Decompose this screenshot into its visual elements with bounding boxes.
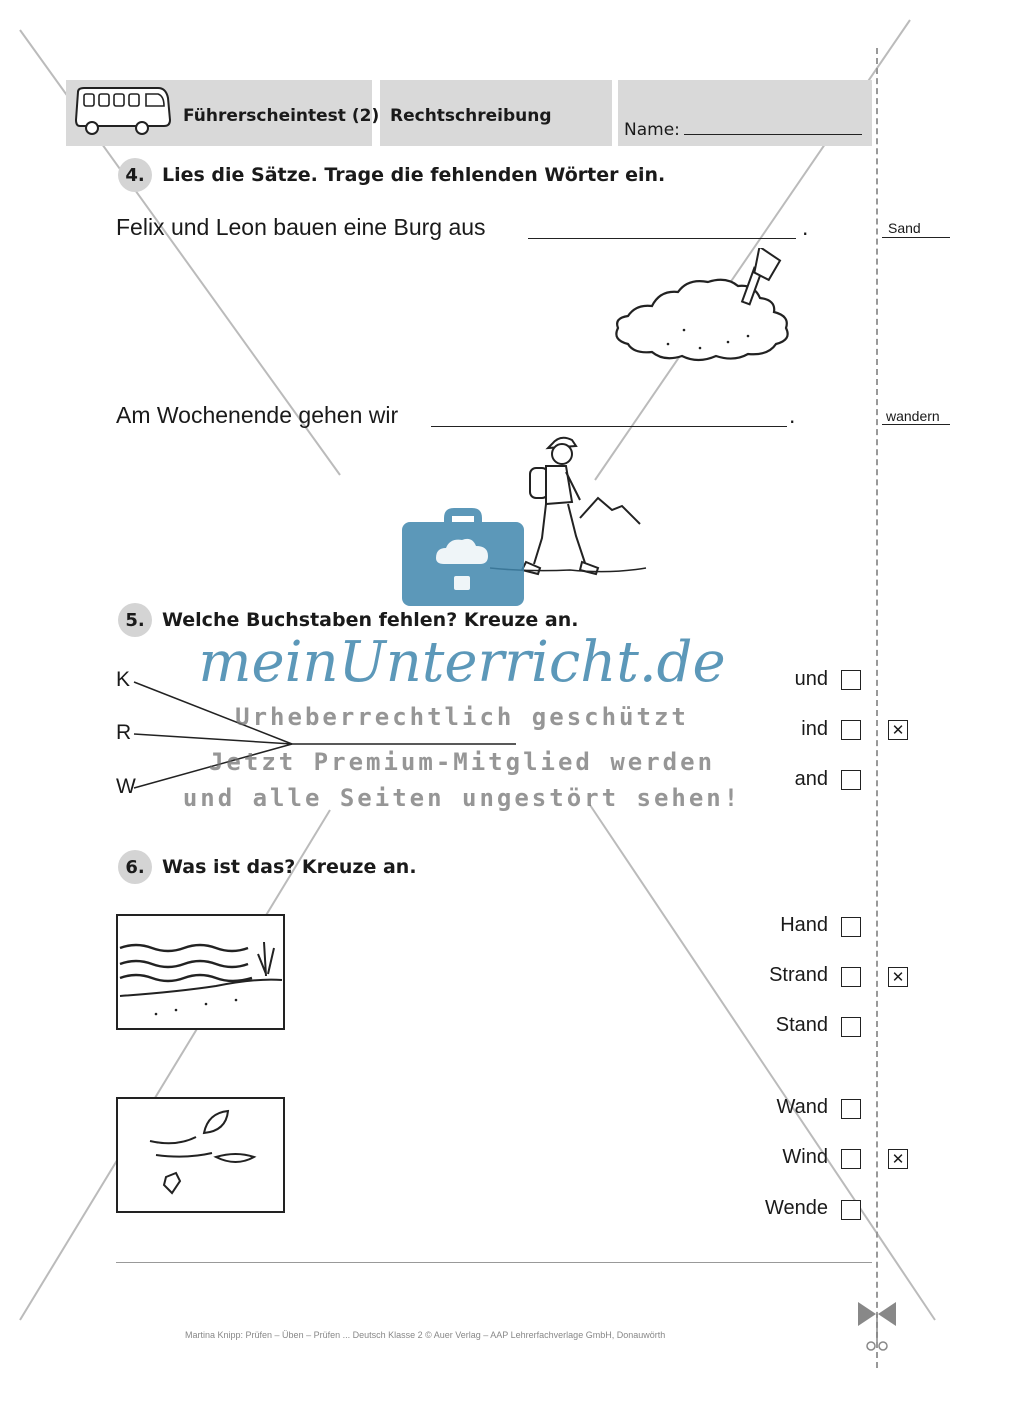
task6-checkbox-wind[interactable] xyxy=(841,1149,861,1169)
task5-option-und: und xyxy=(794,668,828,690)
task4-sentence1: Felix und Leon bauen eine Burg aus xyxy=(116,214,486,240)
wind-picture xyxy=(116,1097,286,1213)
task4-answer2-line xyxy=(882,424,950,425)
task6-solution-wind: ✕ xyxy=(888,1149,908,1169)
task4-answer1-line xyxy=(882,237,950,238)
name-field[interactable] xyxy=(684,134,862,135)
task6-option-stand: Stand xyxy=(775,1014,828,1036)
task5-number: 5. xyxy=(118,603,152,637)
task5-letter-k: K xyxy=(116,668,131,691)
task4-sentence2-end: . xyxy=(789,402,796,428)
task6-option-wende: Wende xyxy=(764,1197,828,1219)
task5-instruction: Welche Buchstaben fehlen? Kreuze an. xyxy=(162,609,579,631)
task4-heading xyxy=(118,158,665,192)
task4-blank2[interactable] xyxy=(431,426,787,427)
watermark-line2: Jetzt Premium-Mitglied werden xyxy=(208,748,716,776)
task6-checkbox-wende[interactable] xyxy=(841,1200,861,1220)
watermark-line3: und alle Seiten ungestört sehen! xyxy=(182,784,742,812)
task6-option-wand: Wand xyxy=(776,1096,828,1118)
task6-checkbox-hand[interactable] xyxy=(841,917,861,937)
task4-answer1: Sand xyxy=(888,220,921,236)
name-label: Name: xyxy=(624,120,680,140)
task4-sentence2: Am Wochenende gehen wir xyxy=(116,402,399,428)
footer-credit: Martina Knipp: Prüfen – Üben – Prüfen ... Deutsch Klasse 2 © Auer Verlag – AAP Lehrerfachverlage GmbH, Donauwörth xyxy=(185,1330,666,1340)
watermark-brand: meinUnterricht.de xyxy=(198,630,726,695)
subject-label: Rechtschreibung xyxy=(390,106,552,126)
task6-solution-strand: ✕ xyxy=(888,967,908,987)
watermark-line1: Urheberrechtlich geschützt xyxy=(235,703,689,731)
task4-answer2: wandern xyxy=(886,408,940,424)
task4-blank1[interactable] xyxy=(528,238,796,239)
task6-checkbox-wand[interactable] xyxy=(841,1099,861,1119)
task6-option-hand: Hand xyxy=(780,914,828,936)
worksheet-title: Führerscheintest (2) xyxy=(183,106,380,126)
task5-letter-w: W xyxy=(116,775,136,798)
bus-icon xyxy=(72,84,172,140)
task4-instruction: Lies die Sätze. Trage die fehlenden Wörter ein. xyxy=(162,164,666,186)
beach-picture xyxy=(116,914,286,1030)
task6-checkbox-stand[interactable] xyxy=(841,1017,861,1037)
task6-number: 6. xyxy=(118,850,152,884)
task5-option-ind: ind xyxy=(801,718,828,740)
task6-checkbox-strand[interactable] xyxy=(841,967,861,987)
task6-instruction: Was ist das? Kreuze an. xyxy=(162,856,417,878)
task5-option-and: and xyxy=(794,768,828,790)
scissors-icon xyxy=(856,1298,898,1354)
task5-solution-ind: ✕ xyxy=(888,720,908,740)
task6-option-wind: Wind xyxy=(782,1146,828,1168)
task6-heading xyxy=(118,850,417,884)
task4-sentence1-end: . xyxy=(802,214,809,240)
task4-number: 4. xyxy=(118,158,152,192)
watermark-briefcase-icon xyxy=(400,504,526,608)
task6-option-strand: Strand xyxy=(769,964,828,986)
sand-pile-icon xyxy=(608,248,798,368)
task5-letter-r: R xyxy=(116,721,132,744)
bottom-rule xyxy=(116,1262,872,1263)
